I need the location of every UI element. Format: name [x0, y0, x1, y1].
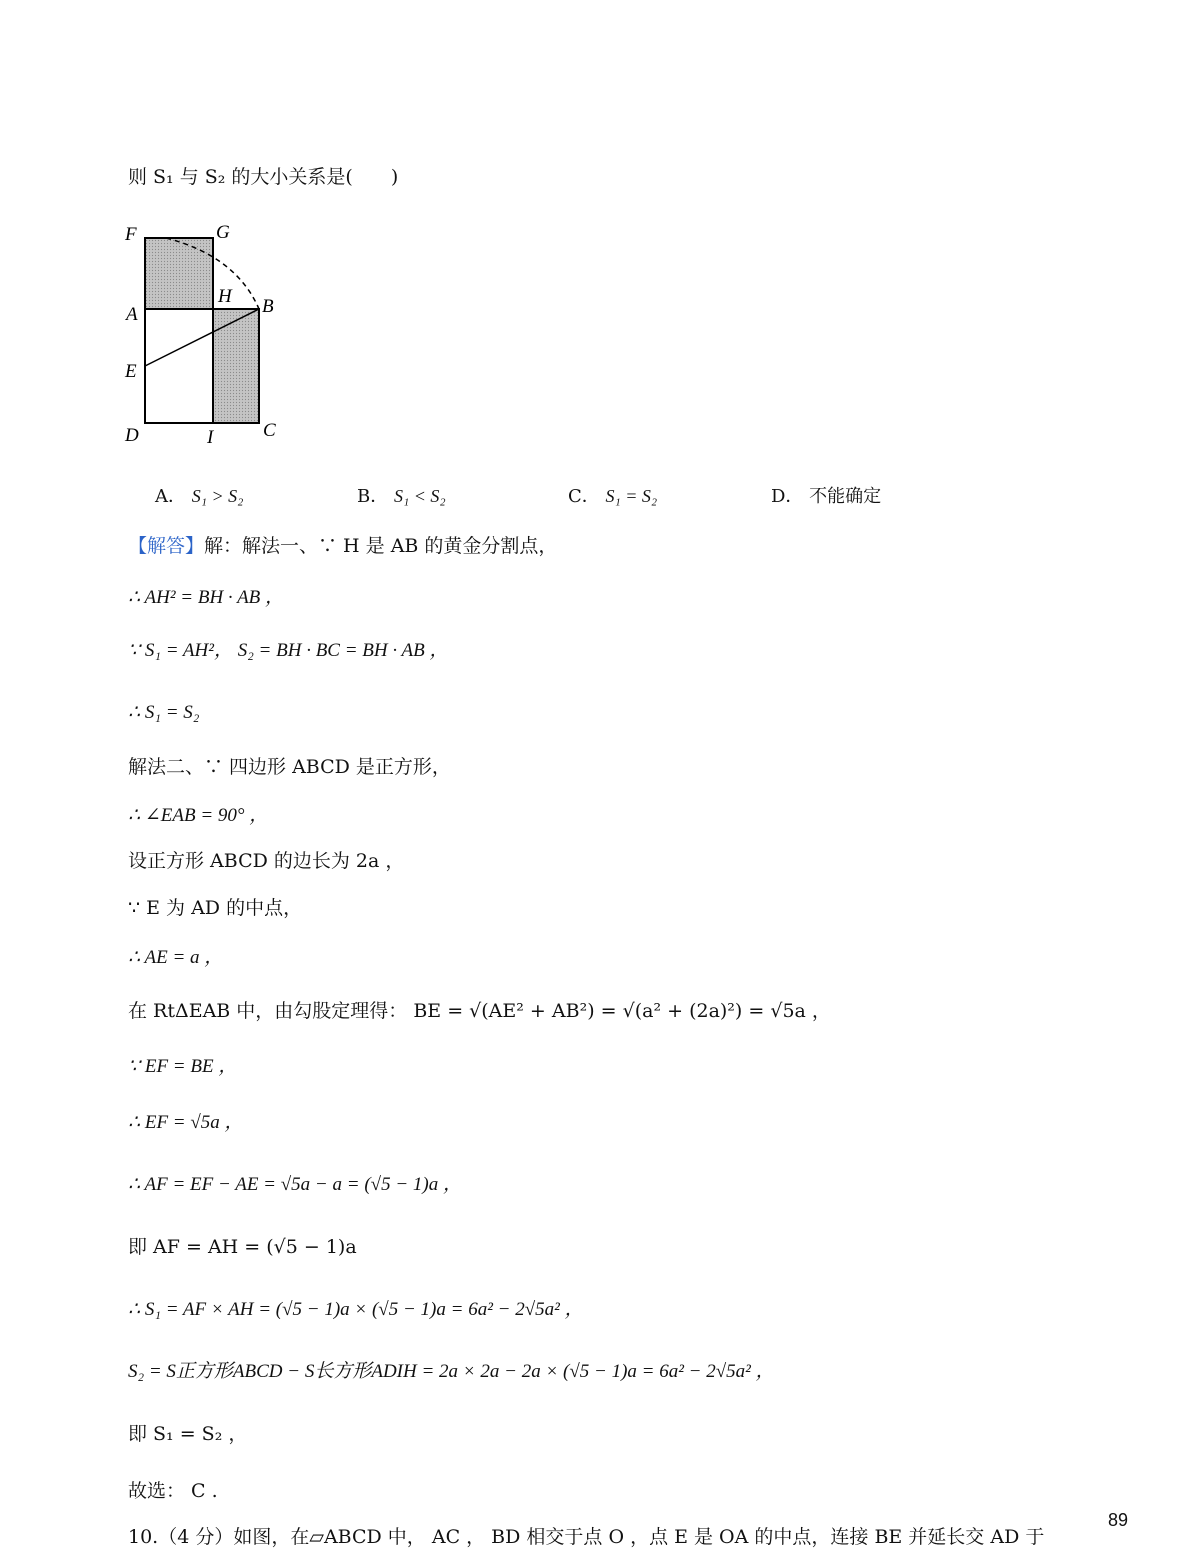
- option-a-letter: A．: [155, 486, 186, 507]
- solution-tag: 【解答】: [128, 535, 205, 557]
- shaded-rect-hbci: [213, 309, 259, 423]
- label-i: I: [207, 427, 214, 448]
- option-d-letter: D．: [771, 486, 804, 507]
- option-c-letter: C．: [568, 486, 600, 507]
- solution-line-15: ∴ S₁ = AF × AH = (√5 − 1)a × (√5 − 1)a = 6a² − 2√5a² ，: [128, 1299, 584, 1320]
- option-c: [568, 482, 657, 508]
- solution-line-18: 故选： C .: [128, 1480, 218, 1502]
- solution-line-17: 即 S₁ = S₂ ，: [128, 1423, 248, 1445]
- option-c-text: S₁ = S₂: [605, 486, 658, 506]
- solution-line-8: ∵ E 为 AD 的中点，: [128, 897, 303, 919]
- solution-line-13: ∴ AF = EF − AE = √5a − a = (√5 − 1)a ，: [128, 1174, 462, 1195]
- label-b: B: [262, 296, 274, 317]
- solution-line-14: 即 AF = AH = (√5 − 1)a: [128, 1236, 357, 1258]
- next-question: 10.（4 分）如图，在▱ABCD 中， AC ， BD 相交于点 O ，点 E 是 OA 的中点，连接 BE 并延长交 AD 于: [128, 1526, 1045, 1548]
- solution-text-1: 解：解法一、∵ H 是 AB 的黄金分割点，: [204, 535, 558, 557]
- solution-line-12: ∴ EF = √5a ，: [128, 1112, 244, 1133]
- page-number: 89: [1108, 1510, 1129, 1530]
- option-b-text: S₁ < S₂: [393, 486, 446, 506]
- solution-line-1: [128, 537, 557, 556]
- solution-line-10: 在 RtΔEAB 中，由勾股定理得： BE = √(AE² + AB²) = √(a² + (2a)²) = √5a ，: [128, 1000, 831, 1022]
- label-a: A: [126, 304, 138, 325]
- solution-line-3: ∵ S₁ = AH²， S₂ = BH · BC = BH · AB ，: [128, 640, 449, 661]
- label-d: D: [125, 425, 139, 446]
- option-a-text: S₁ > S₂: [191, 486, 244, 506]
- label-e: E: [125, 361, 137, 382]
- solution-line-16: S₂ = S正方形ABCD − S长方形ADIH = 2a × 2a − 2a × (√5 − 1)a = 6a² − 2√5a² ，: [128, 1361, 775, 1382]
- label-g: G: [216, 222, 230, 243]
- solution-line-7: 设正方形 ABCD 的边长为 2a ，: [128, 850, 405, 872]
- solution-line-2: ∴ AH² = BH · AB ，: [128, 587, 285, 608]
- label-h: H: [218, 286, 232, 307]
- solution-line-6: ∴ ∠EAB = 90° ，: [128, 805, 269, 826]
- option-b: [357, 482, 446, 508]
- label-f: F: [125, 224, 137, 245]
- geometry-figure: [118, 218, 288, 448]
- solution-line-11: ∵ EF = BE ，: [128, 1056, 238, 1077]
- solution-line-4: ∴ S₁ = S₂: [128, 702, 200, 723]
- solution-line-5: 解法二、∵ 四边形 ABCD 是正方形，: [128, 756, 451, 778]
- option-d-text: 不能确定: [809, 486, 882, 507]
- question-stem: 则 S₁ 与 S₂ 的大小关系是( ): [128, 166, 399, 188]
- label-c: C: [263, 420, 276, 441]
- shaded-square-afgh: [145, 238, 213, 309]
- option-a: [155, 482, 243, 508]
- option-b-letter: B．: [357, 486, 389, 507]
- solution-line-9: ∴ AE = a ，: [128, 947, 224, 968]
- option-d: [771, 482, 881, 508]
